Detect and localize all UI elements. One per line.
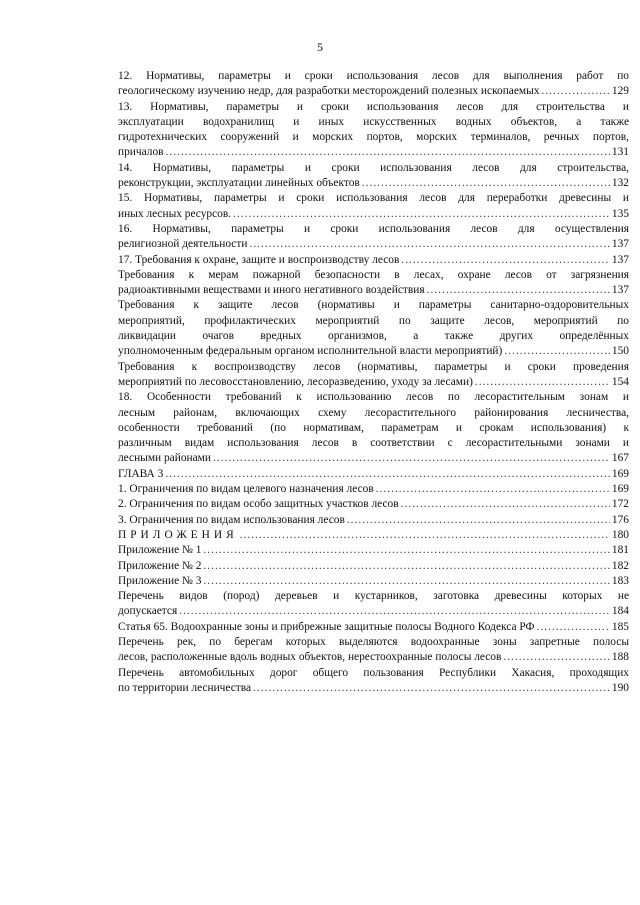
dot-leader (536, 620, 609, 635)
dot-leader (166, 145, 610, 160)
toc-entry-line: мероприятий, профилактических мероприятий по защите лесов, мероприятий по (118, 314, 629, 327)
toc-entry-final-line (118, 574, 629, 589)
toc-entry-title: лесов, расположенные вдоль водных объектов, нерестоохранные полосы лесов (118, 651, 502, 664)
toc-entry (118, 497, 629, 512)
toc-entry (118, 360, 629, 391)
toc-page-number: 137 (611, 238, 629, 251)
toc-page-number: 185 (611, 620, 629, 633)
toc-entry (118, 620, 629, 635)
toc-entry-final-line (118, 207, 629, 222)
dot-leader (347, 513, 610, 528)
dot-leader (253, 681, 610, 696)
toc-entry-title: геологическому изучению недр, для разработки месторождений полезных ископаемых (118, 85, 540, 98)
toc-entry-line: 15. Нормативы, параметры и сроки использования лесов для переработки древесины и (118, 192, 629, 205)
toc-entry-title: Приложение № 1 (118, 544, 202, 557)
dot-leader (165, 467, 610, 482)
toc-entry-line: гидротехнических сооружений и морских портов, морских терминалов, речных портов, (118, 131, 629, 144)
toc-page-number: 129 (611, 85, 629, 98)
toc-page-number: 132 (611, 177, 629, 190)
dot-leader (233, 207, 610, 222)
toc-entry-line: лесным районам, включающих схему лесорастительного районирования лесничества, (118, 406, 629, 419)
toc-entry-final-line (118, 681, 629, 696)
toc-page-number: 167 (611, 452, 629, 465)
toc-entry (118, 191, 629, 222)
toc-page-number: 188 (611, 651, 629, 664)
toc-entry (118, 666, 629, 697)
toc-entry-title: религиозной деятельности (118, 238, 248, 251)
toc-entry (118, 222, 629, 253)
toc-entry-title: мероприятий по лесовосстановлению, лесоразведению, уходу за лесами) (118, 375, 473, 388)
dot-leader (240, 528, 610, 543)
toc-entry (118, 574, 629, 589)
toc-entry-title: уполномоченным федеральным органом исполнительной власти мероприятий) (118, 345, 503, 358)
toc-entry (118, 161, 629, 192)
toc-entry-line: различным видам использования лесов в соответствии с лесорастительными зонами и (118, 437, 629, 450)
toc-entry-final-line (118, 513, 629, 528)
toc-entry-final-line (118, 283, 629, 298)
toc-entry-final-line (118, 482, 629, 497)
toc-entry-title: иных лесных ресурсов. (118, 207, 232, 220)
toc-entry-title: причалов (118, 146, 164, 159)
toc-entry (118, 390, 629, 466)
toc-entry-line: Требования к мерам пожарной безопасности в лесах, охране лесов от загрязнения (118, 268, 629, 281)
toc-entry (118, 482, 629, 497)
page-number: 5 (317, 40, 323, 54)
toc-entry-title: 1. Ограничения по видам целевого назначения лесов (118, 483, 374, 496)
toc-entry-final-line (118, 344, 629, 359)
toc-entry-title: допускается (118, 605, 178, 618)
toc-page-number: 137 (611, 284, 629, 297)
dot-leader (541, 84, 609, 99)
toc-entry-line: 13. Нормативы, параметры и сроки использования лесов для строительства и (118, 100, 629, 113)
dot-leader (203, 543, 610, 558)
toc-entry-final-line (118, 176, 629, 191)
toc-entry (118, 589, 629, 620)
toc-entry-title: 2. Ограничения по видам особо защитных участков лесов (118, 498, 399, 511)
toc-entry-title: реконструкции, эксплуатации линейных объектов (118, 177, 360, 190)
toc-entry-line: Перечень рек, по берегам которых выделяются водоохранные зоны запретные полосы (118, 635, 629, 648)
toc-entry-title: 17. Требования к охране, защите и воспроизводству лесов (118, 253, 400, 266)
toc-entry-final-line (118, 84, 629, 99)
toc-entry-final-line (118, 650, 629, 665)
toc-page-number: 180 (611, 528, 629, 541)
toc-entry-line: 16. Нормативы, параметры и сроки использования лесов для осуществления (118, 222, 629, 235)
toc-entry (118, 268, 629, 299)
toc-page-number: 181 (611, 544, 629, 557)
toc-page-number: 131 (611, 146, 629, 159)
toc-entry-final-line (118, 451, 629, 466)
toc-entry-title: 3. Ограничения по видам использования лесов (118, 513, 345, 526)
dot-leader (475, 375, 610, 390)
toc-page-number: 172 (611, 498, 629, 511)
toc-entry-final-line (118, 620, 629, 635)
toc-entry (118, 253, 629, 268)
toc-page-number: 190 (611, 681, 629, 694)
toc-entry (118, 69, 629, 100)
toc-entry (118, 513, 629, 528)
toc-page-number: 182 (611, 559, 629, 572)
toc-entry-line: Перечень автомобильных дорог общего пользования Республики Хакасия, проходящих (118, 666, 629, 679)
toc-entry-final-line (118, 543, 629, 558)
toc-page-number: 176 (611, 513, 629, 526)
toc-entry-line: особенности требований (по нормативам, параметрам и срокам использования) к (118, 421, 629, 434)
toc-page-number: 169 (611, 483, 629, 496)
toc-page-number: 184 (611, 605, 629, 618)
dot-leader (401, 497, 610, 512)
toc-entry-line: ликвидации очагов вредных организмов, а также других определённых (118, 330, 629, 343)
dot-leader (376, 482, 610, 497)
toc-entry (118, 467, 629, 482)
dot-leader (213, 451, 610, 466)
toc-entry-title: Приложение № 2 (118, 559, 202, 572)
dot-leader (504, 344, 610, 359)
dot-leader (179, 604, 610, 619)
toc-entry-line: Требования к воспроизводству лесов (нормативы, параметры и сроки проведения (118, 360, 629, 373)
dot-leader (427, 283, 610, 298)
toc-entry-final-line (118, 528, 629, 543)
dot-leader (503, 650, 610, 665)
toc-entry-title: по территории лесничества (118, 681, 252, 694)
toc-entry-line: 18. Особенности требований к использованию лесов по лесорастительным зонам и (118, 391, 629, 404)
toc-entry-final-line (118, 467, 629, 482)
toc-entry-final-line (118, 375, 629, 390)
table-of-contents (118, 69, 629, 696)
toc-entry-final-line (118, 145, 629, 160)
toc-page-number: 135 (611, 207, 629, 220)
toc-entry-final-line (118, 237, 629, 252)
toc-entry-final-line (118, 253, 629, 268)
dot-leader (362, 176, 610, 191)
dot-leader (401, 253, 610, 268)
toc-entry-title: Статья 65. Водоохранные зоны и прибрежные защитные полосы Водного Кодекса РФ (118, 620, 535, 633)
toc-entry-final-line (118, 604, 629, 619)
toc-page-number: 150 (611, 345, 629, 358)
toc-entry (118, 100, 629, 161)
toc-entry (118, 635, 629, 666)
dot-leader (249, 237, 609, 252)
toc-entry (118, 559, 629, 574)
toc-entry-title: ГЛАВА 3 (118, 467, 164, 480)
toc-entry-title: ПРИЛОЖЕНИЯ (118, 528, 238, 541)
toc-entry-final-line (118, 559, 629, 574)
toc-entry-title: лесными районами (118, 452, 211, 465)
dot-leader (203, 559, 610, 574)
toc-entry (118, 543, 629, 558)
toc-entry-line: эксплуатации водохранилищ и иных искусственных водных объектов, а также (118, 115, 629, 128)
toc-page-number: 183 (611, 574, 629, 587)
toc-page-number: 169 (611, 467, 629, 480)
toc-entry-line: 12. Нормативы, параметры и сроки использования лесов для выполнения работ по (118, 70, 629, 82)
toc-entry-line: Требования к защите лесов (нормативы и параметры санитарно-оздоровительных (118, 299, 629, 312)
toc-entry-final-line (118, 497, 629, 512)
toc-entry-line: 14. Нормативы, параметры и сроки использования лесов для строительства, (118, 161, 629, 174)
toc-entry-title: радиоактивными веществами и иного негативного воздействия (118, 284, 425, 297)
toc-page-number: 137 (611, 253, 629, 266)
toc-entry (118, 298, 629, 359)
toc-entry-line: Перечень видов (пород) деревьев и кустарников, заготовка древесины которых не (118, 590, 629, 603)
toc-entry (118, 528, 629, 543)
dot-leader (203, 574, 610, 589)
toc-page-number: 154 (611, 375, 629, 388)
toc-entry-title: Приложение № 3 (118, 574, 202, 587)
